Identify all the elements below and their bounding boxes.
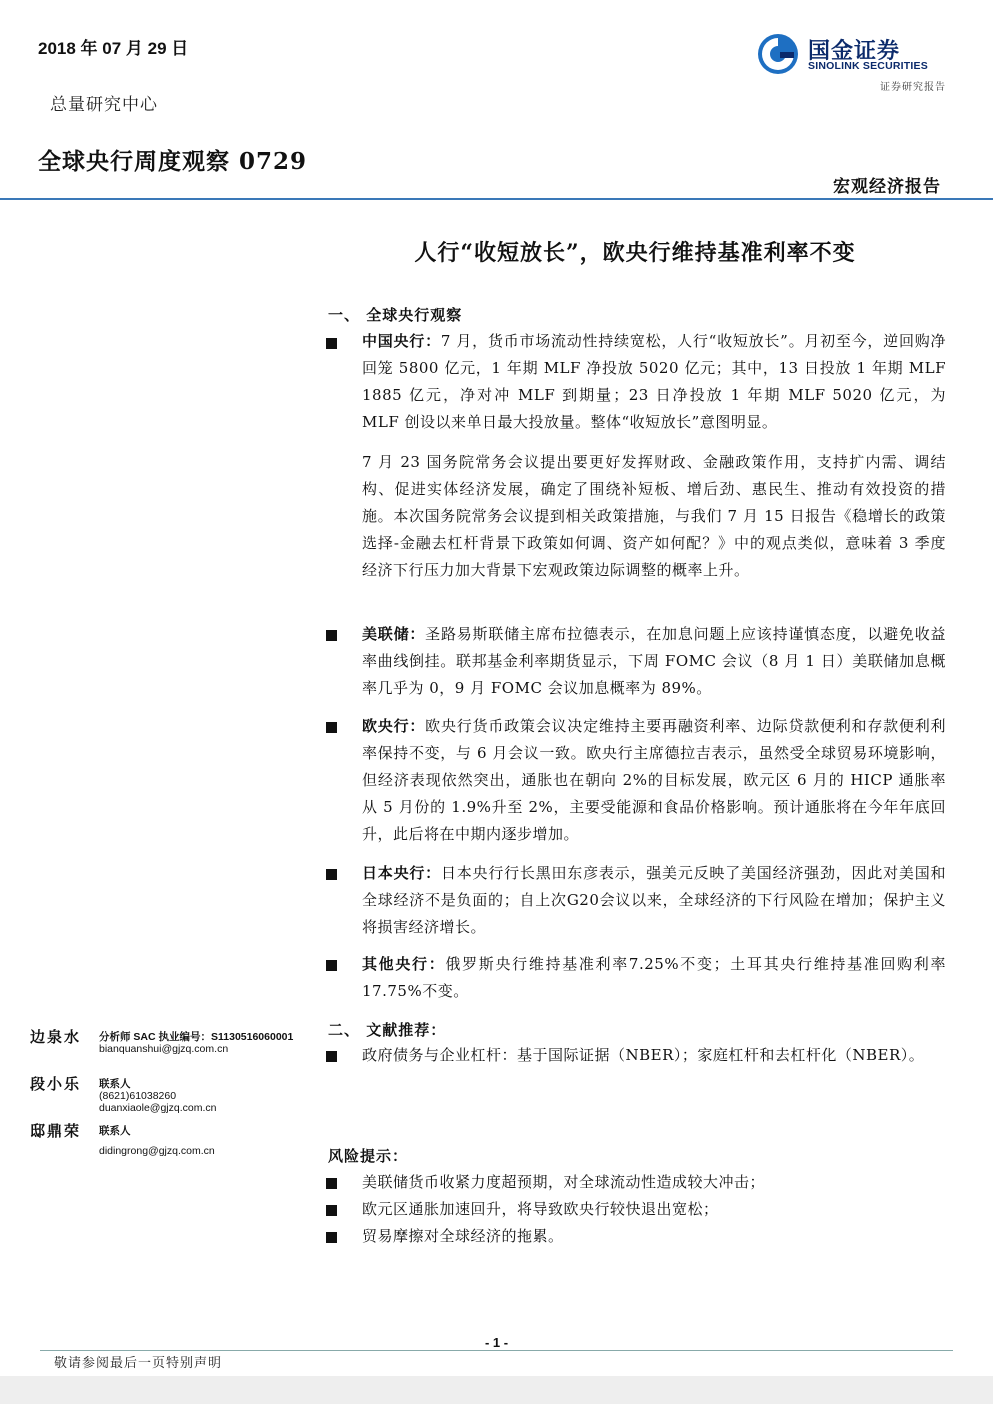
item-text: 7 月，货币市场流动性持续宽松，人行“收短放长”。月初至今，逆回购净回笼 5800 亿元，1 年期 MLF 净投放 5020 亿元；其中，13 日投放 1 年期 MLF 1885 亿元，净对冲 MLF 到期量；23 日净投放 1 年期 MLF 5020 亿元，为 MLF 创设以来单日最大投放量。整体“收短放长”意图明显。 [362,332,946,431]
item-china-extra: 7 月 23 国务院常务会议提出要更好发挥财政、金融政策作用，支持扩内需、调结构、促进实体经济发展，确定了围绕补短板、增后劲、惠民生、推动有效投资的措施。本次国务院常务会议提到相关政策措施，与我们 7 月 15 日报告《稳增长的政策选择-金融去杠杆背景下政策如何调、资产如何配？》中的观点类似，意味着 3 季度经济下行压力加大背景下宏观政策边际调整的概率上升。 [362,453,946,579]
analyst-role: 联系人 [99,1125,131,1137]
page-number: - 1 - [484,1335,509,1350]
item-china [362,328,946,436]
bullet-icon [326,1232,337,1243]
logo-cn-text: 国金证券 [808,39,901,64]
analyst-email[interactable]: duanxiaole@gjzq.com.cn [99,1102,217,1114]
analyst-email[interactable]: bianquanshui@gjzq.com.cn [99,1043,229,1055]
logo-mark-icon [756,32,800,76]
item-label: 中国央行： [362,332,441,350]
bullet-icon [326,722,337,733]
analyst-contact [99,1031,293,1055]
footer-disclaimer: 敬请参阅最后一页特别声明 [54,1356,223,1371]
analyst-name: 边泉水 [30,1028,82,1046]
risk-item: 欧元区通胀加速回升，将导致欧央行较快退出宽松； [362,1200,719,1218]
bullet-icon [326,1051,337,1062]
analyst-role: 联系人 [99,1078,131,1090]
section-title-global-cb: 一、 全球央行观察 [328,306,463,324]
report-type: 宏观经济报告 [833,177,941,197]
item-label: 其他央行： [362,955,446,973]
bullet-icon [326,630,337,641]
logo-subtitle: 证券研究报告 [880,82,946,93]
footer-divider [40,1350,953,1351]
analyst-name: 段小乐 [30,1075,82,1093]
risk-title: 风险提示： [328,1147,409,1165]
analyst-contact [99,1125,215,1157]
item-text: 欧央行货币政策会议决定维持主要再融资利率、边际贷款便利和存款便利利率保持不变，与 6 月会议一致。欧央行主席德拉吉表示，虽然受全球贸易环境影响，但经济表现依然突出，通胀也在朝向 2%的目标发展，欧元区 6 月的 HICP 通胀率从 5 月份的 1.9%升至 2%，主要受能源和食品价格影响。预计通胀将在今年年底回升，此后将在中期内逐步增加。 [362,717,946,843]
bullet-icon [326,1205,337,1216]
report-headline: 人行“收短放长”，欧央行维持基准利率不变 [414,240,856,266]
literature-item: 政府债务与企业杠杆：基于国际证据（NBER）；家庭杠杆和去杠杆化（NBER）。 [362,1046,925,1064]
header-divider [0,198,993,200]
item-label: 美联储： [362,625,426,643]
item-label: 欧央行： [362,717,426,735]
footer-band [0,1376,993,1404]
analyst-phone: (8621)61038260 [99,1090,177,1102]
risk-item: 贸易摩擦对全球经济的拖累。 [362,1227,564,1245]
bullet-icon [326,960,337,971]
section-title-literature: 二、 文献推荐： [328,1021,447,1039]
department-name: 总量研究中心 [50,95,158,115]
report-date: 2018 年 07 月 29 日 [38,39,189,58]
item-label: 日本央行： [362,864,441,882]
item-fed [362,621,946,702]
bullet-icon [326,869,337,880]
item-text: 日本央行行长黑田东彦表示，强美元反映了美国经济强劲，因此对美国和全球经济不是负面的；自上次G20会议以来，全球经济的下行风险在增加；保护主义将损害经济增长。 [362,864,946,936]
risk-item: 美联储货币收紧力度超预期，对全球流动性造成较大冲击； [362,1173,766,1191]
item-boj [362,860,946,941]
item-text: 圣路易斯联储主席布拉德表示，在加息问题上应该持谨慎态度，以避免收益率曲线倒挂。联邦基金利率期货显示，下周 FOMC 会议（8 月 1 日）美联储加息概率几乎为 0，9 月 FOMC 会议加息概率为 89%。 [362,625,946,697]
series-title: 全球央行周度观察 0729 [38,148,308,175]
bullet-icon [326,338,337,349]
item-other [362,951,946,1005]
bullet-icon [326,1178,337,1189]
item-ecb [362,713,946,848]
item-text: 俄罗斯央行维持基准利率7.25%不变；土耳其央行维持基准回购利率17.75%不变。 [362,955,946,1000]
analyst-role: 分析师 SAC 执业编号：S1130516060001 [99,1031,294,1043]
logo-en-text: SINOLINK SECURITIES [808,60,928,72]
analyst-name: 邸鼎荣 [30,1122,82,1140]
analyst-email[interactable]: didingrong@gjzq.com.cn [99,1145,215,1157]
company-logo [756,32,946,94]
analyst-contact [99,1078,216,1114]
